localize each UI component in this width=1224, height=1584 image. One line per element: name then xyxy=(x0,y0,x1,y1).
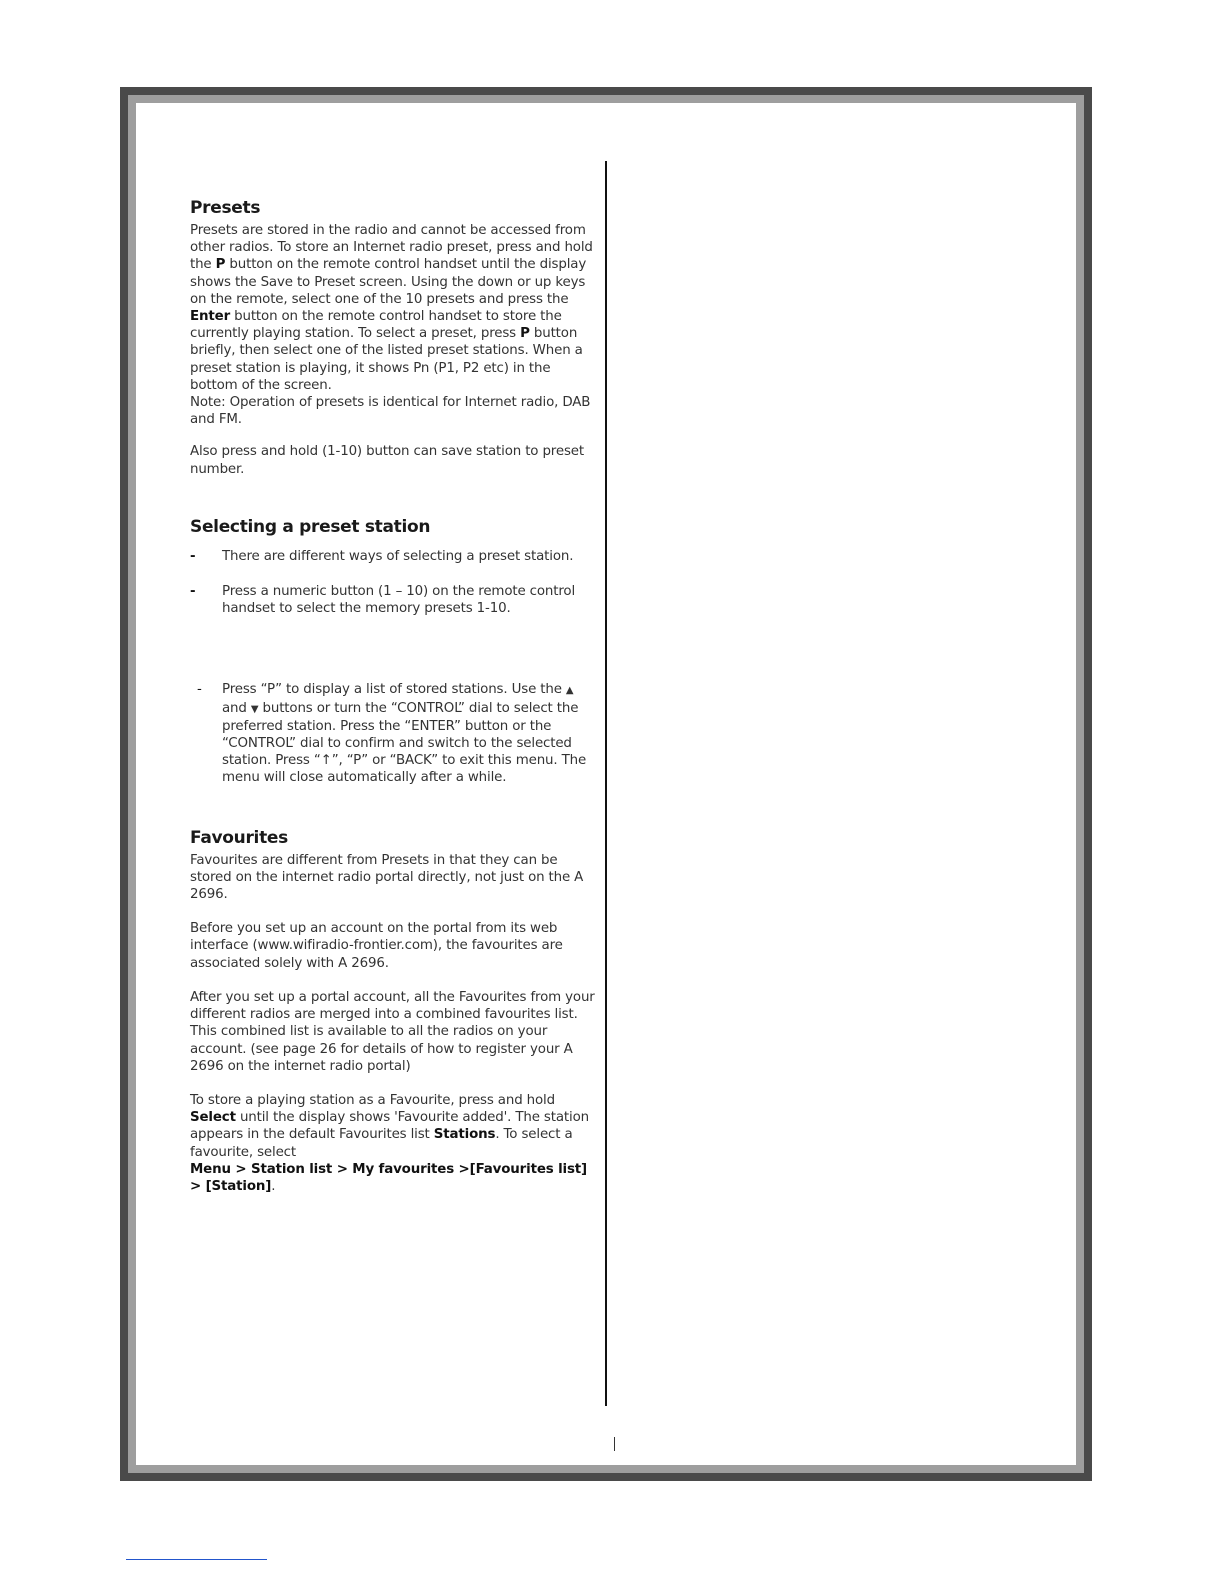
favourites-section xyxy=(190,827,595,1195)
selecting-section xyxy=(190,516,595,787)
footnote-rule xyxy=(126,1559,267,1560)
down-arrow-icon: ▼ xyxy=(250,703,259,715)
bullet-dash: - xyxy=(190,548,196,564)
left-column xyxy=(190,197,595,1195)
presets-key-enter: Enter xyxy=(190,309,231,325)
up-arrow-icon: ▲ xyxy=(565,685,574,697)
list-item-text: Press a numeric button (1 – 10) on the remote control handset to select the memory presets 1-10. xyxy=(222,584,576,617)
presets-text-3: button on the remote control handset to store the currently playing station. To select a preset, press xyxy=(190,309,562,342)
favourites-text-3: . To select a favourite, select xyxy=(190,1127,573,1160)
list-item-text: buttons or turn the “CONTROL” dial to select the preferred station. Press the “ENTER” button or the “CONTROL” dial to confirm and switch to the selected station. Press “↑”, “P” or “BACK” to exit this menu. The menu will close automatically after a while. xyxy=(222,700,587,786)
presets-key-p-2: P xyxy=(520,326,530,342)
presets-key-p: P xyxy=(215,257,226,273)
presets-text-2: button on the remote control handset until the display shows the Save to Preset screen. Using the down or up keys on the remote, select one of the 10 presets and press the xyxy=(190,257,587,307)
favourites-paragraph-4 xyxy=(190,1092,595,1195)
favourites-paragraph-1: Favourites are different from Presets in that they can be stored on the internet radio portal directly, not just on the A 2696. xyxy=(190,852,584,903)
favourites-text-2: until the display shows 'Favourite added'. The station appears in the default Favourites list xyxy=(190,1110,589,1143)
selecting-heading: Selecting a preset station xyxy=(190,516,431,537)
list-item-text: Press “P” to display a list of stored stations. Use the xyxy=(222,682,566,698)
favourites-paragraph-2: Before you set up an account on the portal from its web interface (www.wifiradio-frontier.com), the favourites are associated solely with A 2696. xyxy=(190,921,563,971)
bullet-dash: - xyxy=(190,584,196,600)
favourites-menu-path: Menu > Station list > My favourites >[Favourites list] > [Station] xyxy=(190,1161,588,1194)
list-item xyxy=(190,548,595,565)
presets-paragraph xyxy=(190,222,595,394)
list-item xyxy=(190,681,595,786)
favourites-paragraph-3: After you set up a portal account, all the Favourites from your different radios are merged into a combined favourites list. This combined list is available to all the radios on your account. (see page 26 for details of how to register your A 2696 on the internet radio portal) xyxy=(190,989,595,1074)
list-item-text: and xyxy=(222,700,251,716)
presets-text-1: Presets are stored in the radio and cannot be accessed from other radios. To store an Internet radio preset, press and hold the xyxy=(190,223,593,273)
list-item-text: There are different ways of selecting a preset station. xyxy=(222,548,574,564)
favourites-key-select: Select xyxy=(190,1110,236,1126)
presets-text-4: button briefly, then select one of the listed preset stations. When a preset station is playing, it shows Pn (P1, P2 etc) in the bottom of the screen. xyxy=(190,326,583,393)
presets-note: Note: Operation of presets is identical for Internet radio, DAB and FM. xyxy=(190,395,591,428)
favourites-text-1: To store a playing station as a Favourite, press and hold xyxy=(190,1092,555,1108)
favourites-text-4: . xyxy=(271,1178,276,1194)
presets-hold-paragraph: Also press and hold (1-10) button can save station to preset number. xyxy=(190,444,584,477)
page-number-mark xyxy=(614,1437,615,1451)
bullet-dash: - xyxy=(197,682,202,698)
favourites-heading: Favourites xyxy=(190,827,288,848)
presets-heading: Presets xyxy=(190,198,261,218)
presets-section xyxy=(190,197,595,478)
favourites-stations-label: Stations xyxy=(433,1127,496,1143)
column-divider xyxy=(605,161,607,1406)
list-item xyxy=(190,583,595,617)
